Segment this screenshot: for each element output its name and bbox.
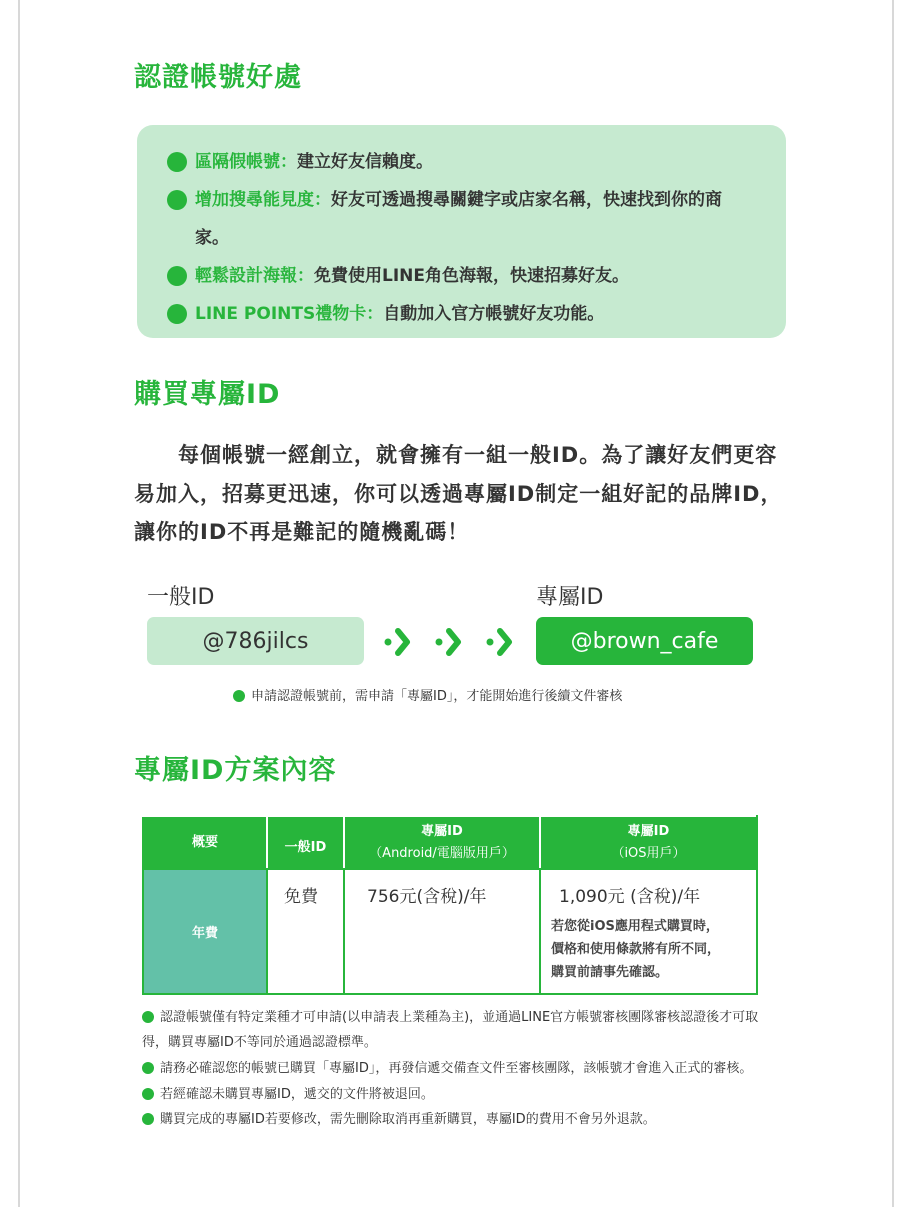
header-android-line2: （Android/電腦版用戶） [369,845,515,861]
benefit-item [167,143,756,181]
note-text: 認證帳號僅有特定業種才可申請(以申請表上業種為主)，並通過LINE官方帳號審核團隊審核認證後才可取得，購買專屬ID不等同於通過認證標準。 [142,1010,759,1050]
benefit-key: 區隔假帳號： [195,152,297,172]
premium-id-note [233,685,622,704]
ios-fee-note [551,915,756,984]
cell-general-fee: 免費 [267,869,344,994]
general-id-example: @786jilcs [147,617,364,665]
benefit-key: 輕鬆設計海報： [195,266,314,286]
plan-table [142,815,758,995]
cell-android-fee: 756元(含稅)/年 [344,869,540,994]
note-text: 請務必確認您的帳號已購買「專屬ID」，再發信遞交備查文件至審核團隊，該帳號才會進入正式的審核。 [160,1061,753,1076]
header-android-line1: 專屬ID [421,823,463,839]
header-overview: 概要 [143,816,267,869]
note-text: 購買完成的專屬ID若要修改，需先刪除取消再重新購買，專屬ID的費用不會另外退款。 [160,1112,656,1127]
general-id-label: 一般ID [147,585,215,610]
benefit-key: 增加搜尋能見度： [195,190,331,210]
cell-ios-fee [540,869,757,994]
ios-note-line: 購買前請事先確認。 [551,965,669,980]
header-android [344,816,540,869]
bullet-dot-icon [142,1088,154,1100]
arrows-icon [380,624,520,660]
bullet-dot-icon [142,1011,154,1023]
table-header-row [143,816,757,869]
header-ios-line1: 專屬ID [627,823,670,839]
bullet-dot-icon [167,190,187,210]
row-label-annual-fee: 年費 [143,869,267,994]
list-item [142,1107,762,1132]
list-item [142,1056,762,1081]
benefit-item [167,295,756,333]
bullet-dot-icon [167,266,187,286]
premium-id-label: 專屬ID [536,585,604,610]
header-ios [540,816,757,869]
benefit-text: 免費使用LINE角色海報，快速招募好友。 [314,266,629,286]
note-text: 若經確認未購買專屬ID，遞交的文件將被退回。 [160,1087,434,1102]
header-ios-line2: （iOS用戶） [611,845,686,861]
table-row [143,869,757,994]
premium-id-example: @brown_cafe [536,617,753,665]
plan-notes [142,1005,762,1132]
benefits-title: 認證帳號好處 [134,62,302,93]
benefit-text: 好友可透過搜尋關鍵字或店家名稱，快速找到你的商家。 [195,190,722,248]
benefit-key: LINE POINTS禮物卡： [195,304,384,324]
benefit-item [167,181,756,257]
note-text: 申請認證帳號前，需申請「專屬ID」，才能開始進行後續文件審核 [251,689,623,704]
premium-id-paragraph: 每個帳號一經創立，就會擁有一組一般ID。為了讓好友們更容易加入，招募更迅速，你可以透過專屬ID制定一組好記的品牌ID，讓你的ID不再是難記的隨機亂碼！ [134,443,783,544]
bullet-dot-icon [142,1113,154,1125]
plan-title: 專屬ID方案內容 [134,755,337,786]
bullet-dot-icon [142,1062,154,1074]
premium-id-title: 購買專屬ID [134,379,281,410]
benefits-box [137,125,786,338]
header-general-id: 一般ID [267,816,344,869]
list-item [142,1005,762,1055]
bullet-dot-icon [233,690,245,702]
benefit-text: 自動加入官方帳號好友功能。 [383,304,605,324]
bullet-dot-icon [167,304,187,324]
bullet-dot-icon [167,152,187,172]
ios-note-line: 若您從iOS應用程式購買時， [551,919,719,934]
benefit-text: 建立好友信賴度。 [297,152,433,172]
benefit-item [167,257,756,295]
ios-note-line: 價格和使用條款將有所不同， [551,942,721,957]
list-item [142,1082,762,1107]
ios-fee-value: 1,090元 (含稅)/年 [559,887,701,907]
